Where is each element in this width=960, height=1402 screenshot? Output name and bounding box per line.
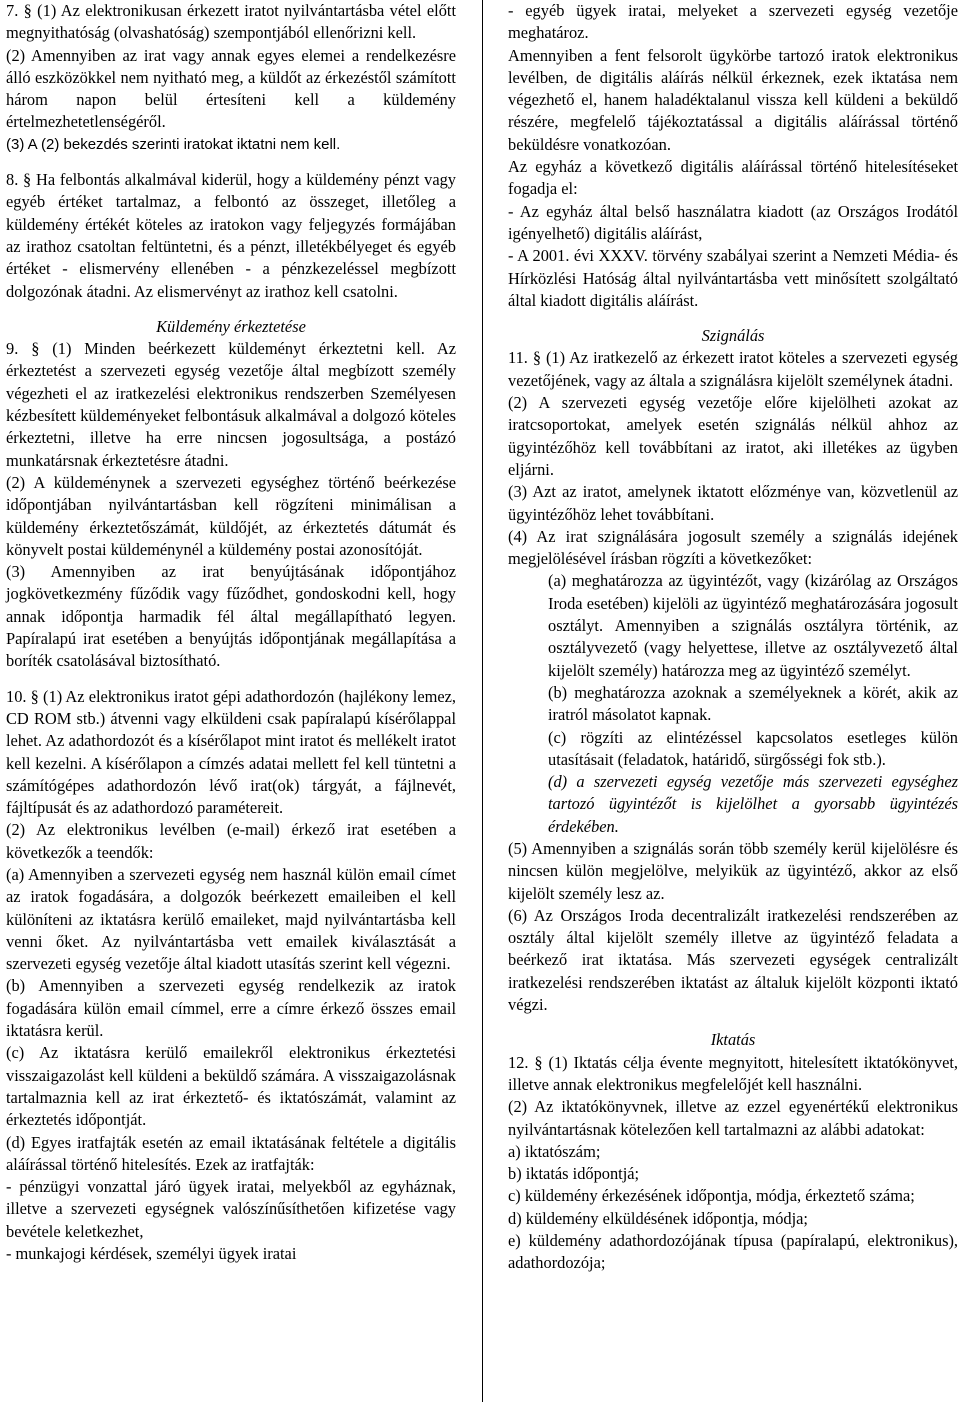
section-9-paragraph-3: (3) Amennyiben az irat benyújtásának időpontjához jogkövetkezmény fűződik vagy fűződhet, gondoskodni kell, hogy annak időpontja harmadik fél által megállapítható legyen. Papíralapú irat esetében a benyújtás időpontjának megállapítása a boríték csatolásával biztosítható. xyxy=(6,562,456,671)
section-7-paragraph-1: 7. § (1) Az elektronikusan érkezett iratot nyilvántartásba vétel előtt megnyithatóság (olvashatóság) szempontjából ellenőrizni kell. xyxy=(6,1,456,43)
section-10-item-c: (c) Az iktatásra kerülő emailekről elektronikus érkeztetési visszaigazolást kell küldeni a beküldő számára. A visszaigazolásnak tartalmaznia kell az irat érkeztető- és iktatószámát, valamint az érkeztetés időpontját. xyxy=(6,1043,456,1130)
section-10-signature-intro: Az egyház a következő digitális aláírással történő hitelesítéseket fogadja el: xyxy=(508,157,958,199)
section-10-item-d: (d) Egyes iratfajták esetén az email iktatásának feltétele a digitális aláírással történő hitelesítés. Ezek az iratfajták: xyxy=(6,1132,456,1174)
section-12-item-e: e) küldemény adathordozójának típusa (papíralapú, elektronikus), adathordozója; xyxy=(508,1231,958,1273)
heading-szignalas: Szignálás xyxy=(701,326,765,346)
section-12-paragraph-2: (2) Az iktatókönyvnek, illetve az ezzel egyenértékű elektronikus nyilvántartásnak kötelezően kell tartalmazni az alábbi adatokat: xyxy=(508,1097,958,1139)
heading-kuldemeny-erkeztetese: Küldemény érkeztetése xyxy=(156,316,306,336)
section-11-paragraph-3: (3) Azt az iratot, amelynek iktatott előzménye van, közvetlenül az ügyintézőhöz lehet továbbítani. xyxy=(508,482,958,524)
section-10-signature-item-2: - A 2001. évi XXXV. törvény szabályai szerint a Nemzeti Média- és Hírközlési Hatóság által nyilvántartásba vett minősített szolgáltató által kiadott digitális aláírást. xyxy=(508,246,958,310)
section-10-paragraph-1: 10. § (1) Az elektronikus iratot gépi adathordozón (hajlékony lemez, CD ROM stb.) átvenni vagy elküldeni csak papíralapú kísérőlappal lehet. Az adathordozót és a kísérőlapot mint iratot és mellékelt iratot kell kezelni. A kísérőlapon a címzés adatai mellett fel kell tüntetni a számítógépes adathordozón lévő irat(ok) tárgyát, a fájlnevét, fájltípusát és az adathordozó paramétereit. xyxy=(6,686,456,818)
heading-iktatas: Iktatás xyxy=(710,1030,756,1050)
section-10-list-item-3: - egyéb ügyek iratai, melyeket a szervezeti egység vezetője meghatároz. xyxy=(508,1,958,43)
section-10-item-a: (a) Amennyiben a szervezeti egység nem használ külön email címet az iratok fogadására, a dolgozók beérkezett emaileiben el kell különíteni az iktatásra kerülő emaileket, majd nyilvántartásba kell venni őket. Az nyilvántartásba vett emailek kiválasztását a szervezeti egység vezetője által kiadott utasítás szerint kell végezni. xyxy=(6,864,456,974)
section-10-list-item-2: - munkajogi kérdések, személyi ügyek iratai xyxy=(6,1244,297,1264)
column-divider xyxy=(482,0,483,1402)
section-11-paragraph-5: (5) Amennyiben a szignálás során több személy kerül kijelölésre és nincsen külön megjelölve, melyikük az ügyintéző, akkor az első kijelölt személy lesz az. xyxy=(508,838,958,903)
section-10-signature-item-1: - Az egyház által belső használatra kiadott (az Országos Irodától igényelhető) digitális aláírást, xyxy=(508,201,958,243)
section-11-paragraph-4: (4) Az irat szignálására jogosult személy a szignálás idejének megjelölésével írásban rögzíti a következőket: xyxy=(508,526,958,569)
section-12-item-d: d) küldemény elküldésének időpontja, módja; xyxy=(508,1208,808,1228)
section-12-item-c: c) küldemény érkezésének időpontja, módja, érkeztető száma; xyxy=(508,1186,915,1206)
section-8-paragraph: 8. § Ha felbontás alkalmával kiderül, hogy a küldemény pénzt vagy egyéb értéket tartalmaz, a felbontó az összeget, illetőleg a küldemény értékét köteles az iratokon vagy feljegyzés formájában az irathoz csatoltan feltüntetni, és a pénzt, illetékbélyeget és egyéb értéket - elismervény ellenében - a pénzkezeléssel megbízott dolgozónak átadni. Az elismervényt az irathoz kell csatolni. xyxy=(6,170,456,301)
section-11-item-b: (b) meghatározza azoknak a személyeknek a körét, akik az iratról másolatot kapnak. xyxy=(548,682,958,725)
section-12-item-a: a) iktatószám; xyxy=(508,1141,601,1161)
section-12-item-b: b) iktatás időpontjá; xyxy=(508,1164,640,1184)
section-7-paragraph-3: (3) A (2) bekezdés szerinti iratokat iktatni nem kell. xyxy=(6,135,341,153)
section-9-paragraph-2: (2) A küldeménynek a szervezeti egységhez történő beérkezése időpontjában nyilvántartásban kell rögzíteni minimálisan a küldemény érkeztetőszámát, küldőjét, az érkeztetés dátumát és könyvelt postai küldeménynél a küldemény postai azonosítóját. xyxy=(6,472,456,559)
section-9-paragraph-1: 9. § (1) Minden beérkezett küldeményt érkeztetni kell. Az érkeztetést a szervezeti egység vezetője által megbízott személy végezheti el az iratkezelési elektronikus rendszerben Személyesen kézbesített küldeményeket felbontásuk alkalmával a dolgozó köteles érkeztetni, illetve ha erre nincsen jogosultsága, a postázó munkatársnak érkeztetésre átadni. xyxy=(6,339,456,470)
section-7-paragraph-2: (2) Amennyiben az irat vagy annak egyes elemei a rendelkezésre álló eszközökkel nem nyitható meg, a küldőt az érkezéstől számított három napon belül értesíteni kell a küldemény értelmezhetetlenségéről. xyxy=(6,45,456,132)
section-10-item-b: (b) Amennyiben a szervezeti egység rendelkezik az iratok fogadására külön email címmel, erre a címre érkező összes email iktatásra kerül. xyxy=(6,976,456,1041)
section-10-paragraph-2: (2) Az elektronikus levélben (e-mail) érkező irat esetében a következők a teendők: xyxy=(6,820,456,862)
section-11-item-c: (c) rögzíti az elintézéssel kapcsolatos esetleges külön utasításait (feladatok, határidő, sürgősségi fok stb.). xyxy=(548,727,958,769)
right-column xyxy=(508,0,958,1275)
section-11-paragraph-2: (2) A szervezeti egység vezetője előre kijelölheti azokat az iratcsoportokat, amelyek esetén szignálás nélkül ahhoz az ügyintézőhöz kell továbbítani az iratot, aki illetékes az ügyben eljárni. xyxy=(508,393,958,479)
section-10-list-item-1: - pénzügyi vonzattal járó ügyek iratai, melyekből az egyháznak, illetve a szervezeti egységnek valószínűsíthetően kifizetése vagy bevétele keletkezhet, xyxy=(6,1177,456,1241)
section-11-paragraph-1: 11. § (1) Az iratkezelő az érkezett iratot köteles a szervezeti egység vezetőjének, vagy az általa a szignálásra kijelölt személynek átadni. xyxy=(508,348,958,390)
section-12-paragraph-1: 12. § (1) Iktatás célja évente megnyitott, hitelesített iktatókönyvet, illetve annak elektronikus megfelelőjét kell használni. xyxy=(508,1052,958,1094)
section-11-item-d: (d) a szervezeti egység vezetője más szervezeti egységhez tartozó ügyintézőt is kijelölhet a gyorsabb ügyintézés érdekében. xyxy=(548,772,958,836)
section-10-note: Amennyiben a fent felsorolt ügykörbe tartozó iratok elektronikus levélben, de digitális aláírás nélkül érkeznek, ezek iktatása nem végezhető el, hanem haladéktalanul vissza kell küldeni a beküldő részére, megfelelő tájékoztatással a digitális aláírással történő beküldésre vonatkozóan. xyxy=(508,45,958,154)
section-11-item-a: (a) meghatározza az ügyintézőt, vagy (kizárólag az Országos Iroda esetében) kijelöli az ügyintéző meghatározására jogosult osztályt. Amennyiben a szignálás osztályra történik, az osztályvezető (vagy helyettese, illetve az osztályvezető által kijelölt személy) határozza meg az ügyintéző személyt. xyxy=(548,571,958,680)
section-11-paragraph-6: (6) Az Országos Iroda decentralizált iratkezelési rendszerében az osztály által kijelölt személy illetve az ügyintéző feladata a beérkező irat iktatása. Más szervezeti egységek centralizált iratkezelési rendszerében iktatást az általuk kijelölt központi iktató végzi. xyxy=(508,905,958,1015)
left-column xyxy=(6,0,456,1265)
